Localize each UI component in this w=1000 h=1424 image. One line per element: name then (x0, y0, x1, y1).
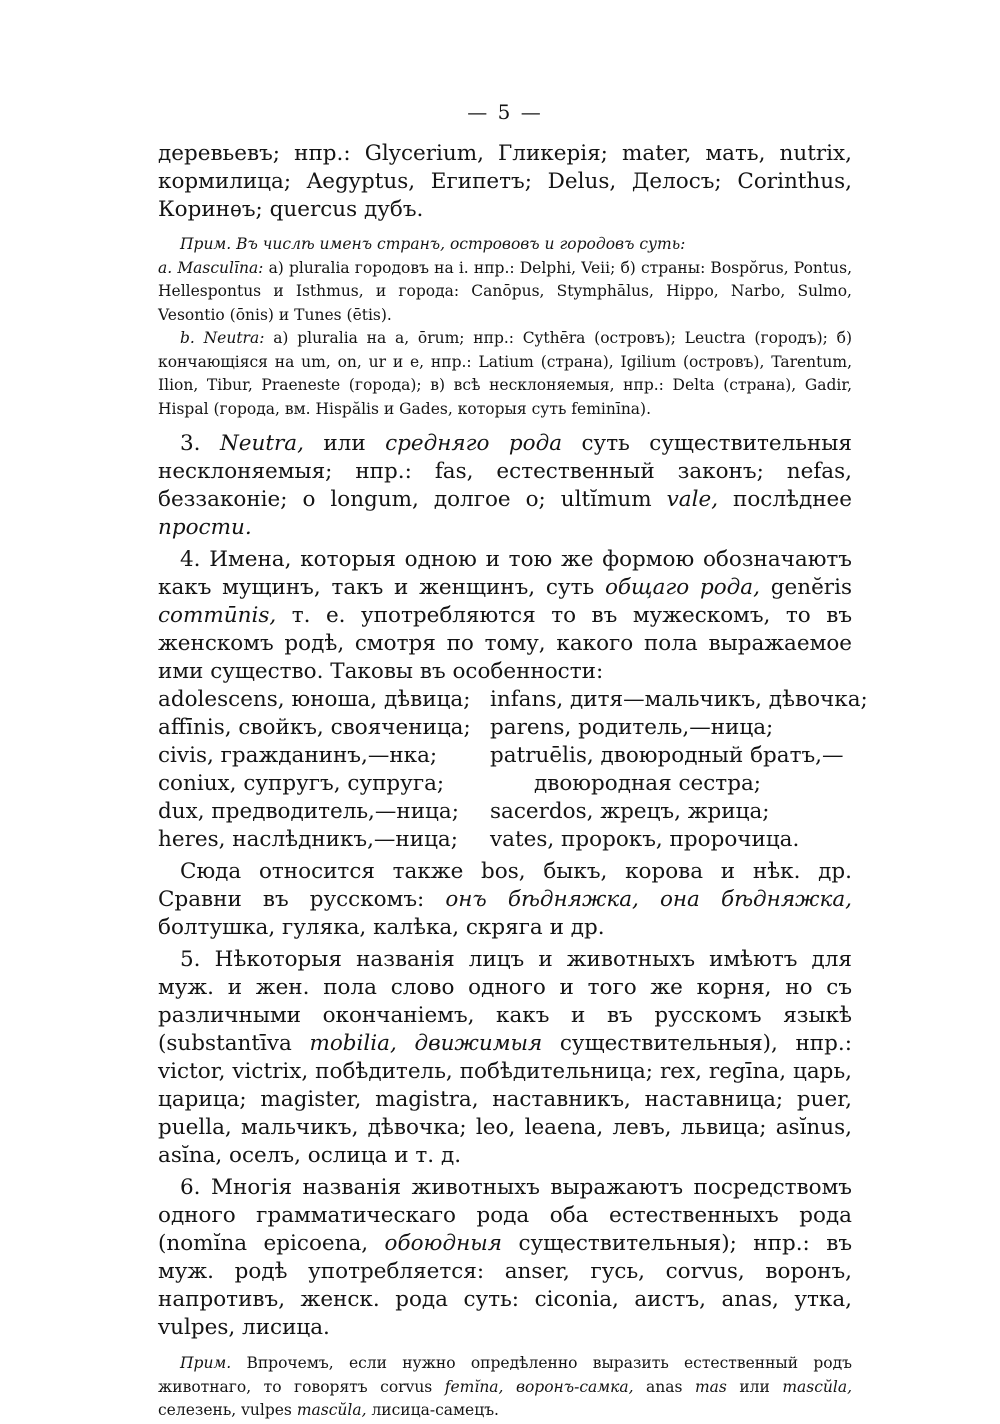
paragraph-4-num: 4. (180, 547, 201, 572)
paragraph-5-num: 5. (180, 947, 201, 972)
note-head: Прим. Въ числѣ именъ странъ, острововъ и городовъ суть: (180, 235, 686, 253)
list-item: parens, родитель,—ница; (490, 715, 774, 740)
paragraph-5: 5. Нѣкоторыя названія лицъ и животныхъ имѣютъ для муж. и жен. пола слово одного и того же корня, но съ различными окончаніемъ, какъ и въ русскомъ языкѣ (substantīva mobilia, движимыя существительныя), нпр.: victor, victrix, побѣдитель, побѣдительница; rex, regīna, царь, царица; magister, magistra, наставникъ, наставница; puer, puella, мальчикъ, дѣвочка; leo, leaena, левъ, львица; asĭnus, asĭna, оселъ, ослица и т. д. (158, 947, 852, 1168)
paragraph-intro: деревьевъ; нпр.: Glycerium, Гликерія; mater, мать, nutrix, кормилица; Aegyptus, Египетъ; Delus, Делосъ; Corinthus, Коринѳъ; quercus дубъ. (158, 141, 852, 222)
paragraph-3-term: Neutra, (219, 431, 304, 456)
list-item: patruēlis, двоюродный братъ,— (490, 743, 844, 768)
paragraph-6: 6. Многія названія животныхъ выражаютъ посредствомъ одного грамматическаго рода оба естественныхъ рода (nomĭna epicoena, обоюдныя существительныя); нпр.: въ муж. родѣ употребляется: anser, гусь, corvus, воронъ, напротивъ, женск. рода суть: ciconia, аистъ, anas, утка, vulpes, лисица. (158, 1175, 852, 1340)
note-a-label: a. Masculīna: (158, 258, 264, 277)
list-item: adolescens, юноша, дѣвица; (158, 687, 471, 712)
page (158, 100, 868, 1423)
list-item: infans, дитя—мальчикъ, дѣвочка; (490, 687, 868, 712)
list-item: heres, наслѣдникъ,—ница; (158, 827, 458, 852)
note-label: Прим. (180, 1354, 232, 1372)
list-item: двоюродная сестра; (534, 771, 762, 796)
paragraph-3: 3. Neutra, или средняго рода суть существительныя несклоняемыя; нпр.: fas, естественный законъ; nefas, беззаконіе; o longum, долгое о; ultĭmum vale, послѣднее прости. (158, 431, 852, 540)
list-item: affīnis, свойкъ, свояченица; (158, 715, 471, 740)
paragraph-4: 4. Имена, которыя одною и тою же формою обозначаютъ какъ мущинъ, такъ и женщинъ, суть общаго рода, genĕris commūnis, т. е. употребляются то въ мужескомъ, то въ женскомъ родѣ, смотря по тому, какого пола выражаемое ими существо. Таковы въ особенности: (158, 547, 852, 684)
list-item: vates, пророкъ, пророчица. (490, 827, 800, 852)
paragraph-3-num: 3. (180, 431, 201, 456)
paragraph-bos: Сюда относится также bos, быкъ, корова и нѣк. др. Сравни въ русскомъ: онъ бѣдняжка, она бѣдняжка, болтушка, гуляка, калѣка, скряга и др. (158, 859, 852, 940)
note-a-text: а) pluralia городовъ на i. нпр.: Delphi, Veii; б) страны: Bospŏrus, Pontus, Hellespontus и Isthmus, и города: Canōpus, Stymphālus, Hippo, Narbo, Sulmo, Vesontio (ōnis) и Tunes (ētis). (158, 258, 852, 324)
paragraph-3-term-ru: средняго рода (385, 431, 563, 456)
paragraph-6-num: 6. (180, 1175, 201, 1200)
note-countries (158, 233, 852, 421)
note-b-text: а) pluralia на a, ōrum; нпр.: Cythēra (островъ); Leuctra (городъ); б) кончающіяся на um, on, ur и e, нпр.: Latium (страна), Igilium (островъ), Tarentum, Ilion, Tibur, Praeneste (города); в) всѣ несклоняемыя, нпр.: Delta (страна), Gadir, Hispal (города, вм. Hispălis и Gades, которыя суть feminīna). (158, 329, 852, 418)
list-item: dux, предводитель,—ница; (158, 799, 459, 824)
common-gender-list (158, 686, 868, 854)
list-item: sacerdos, жрецъ, жрица; (490, 799, 770, 824)
page-number: — 5 — (467, 100, 543, 124)
note-natural-gender: Прим. Впрочемъ, если нужно опредѣленно выразить естественный родъ животнаго, то говорятъ corvus femĭna, воронъ-самка, anas mas или mascŭla, селезень, vulpes mascŭla, лисица-самецъ. (158, 1354, 853, 1419)
note-b-label: b. Neutra: (180, 329, 265, 347)
list-item: coniux, супругъ, супруга; (158, 771, 445, 796)
list-item: civis, гражданинъ,—нка; (158, 743, 438, 768)
